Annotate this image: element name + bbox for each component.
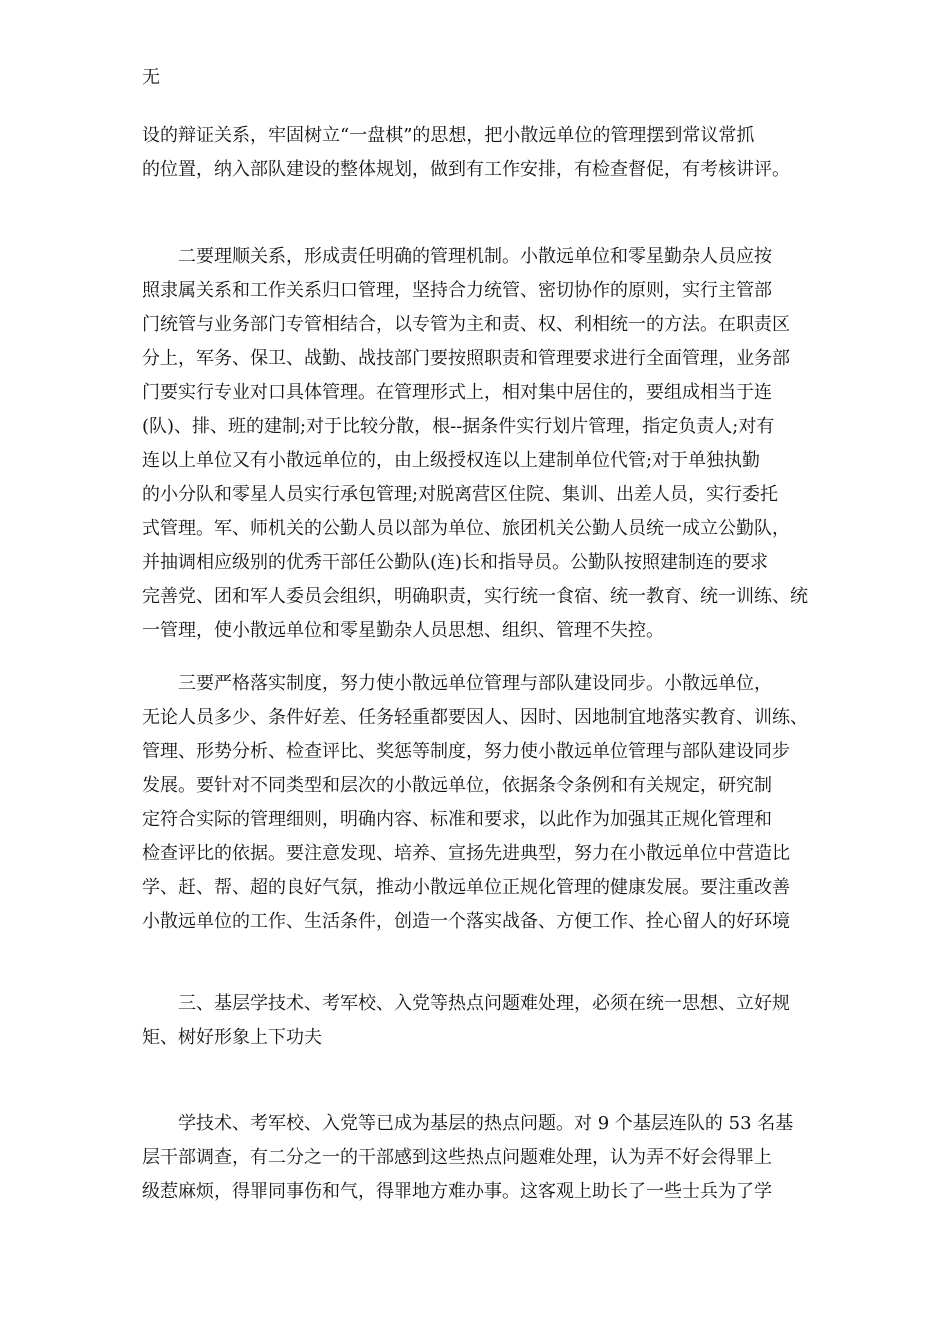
text-line: 照隶属关系和工作关系归口管理，坚持合力统管、密切协作的原则，实行主管部: [142, 280, 772, 301]
paragraph-management-mechanism: [142, 240, 812, 648]
text-line: 学、赶、帮、超的良好气氛，推动小散远单位正规化管理的健康发展。要注重改善: [142, 877, 790, 898]
text-line: 矩、树好形象上下功夫: [142, 1027, 322, 1048]
text-line: 门统管与业务部门专管相结合，以专管为主和责、权、利相统一的方法。在职责区: [142, 314, 790, 335]
text-line: 门要实行专业对口具体管理。在管理形式上，相对集中居住的，要组成相当于连: [142, 382, 772, 403]
section-heading-hot-issues: [142, 987, 812, 1055]
text-line: 管理、形势分析、检查评比、奖惩等制度，努力使小散远单位管理与部队建设同步: [142, 741, 790, 762]
text-line: 无论人员多少、条件好差、任务轻重都要因人、因时、因地制宜地落实教育、训练、: [142, 707, 808, 728]
text-line: (队)、排、班的建制;对于比较分散，根--据条件实行划片管理，指定负责人;对有: [142, 416, 775, 437]
paragraph-continuation: [142, 119, 812, 187]
text-line: 的小分队和零星人员实行承包管理;对脱离营区住院、集训、出差人员，实行委托: [142, 484, 779, 505]
text-line: 并抽调相应级别的优秀干部任公勤队(连)长和指导员。公勤队按照建制连的要求: [142, 552, 769, 573]
page-header: 无: [142, 67, 160, 88]
text-line: 级惹麻烦，得罪同事伤和气，得罪地方难办事。这客观上助长了一些士兵为了学: [142, 1181, 772, 1202]
text-line: 的位置，纳入部队建设的整体规划，做到有工作安排，有检查督促，有考核讲评。: [142, 159, 790, 180]
text-line: 三要严格落实制度，努力使小散远单位管理与部队建设同步。小散远单位，: [142, 673, 772, 694]
text-line: 设的辩证关系，牢固树立“一盘棋”的思想，把小散远单位的管理摆到常议常抓: [142, 125, 755, 146]
text-line: 层干部调查，有二分之一的干部感到这些热点问题难处理，认为弄不好会得罪上: [142, 1147, 772, 1168]
text-line: 定符合实际的管理细则，明确内容、标准和要求，以此作为加强其正规化管理和: [142, 809, 772, 830]
text-line: 一管理，使小散远单位和零星勤杂人员思想、组织、管理不失控。: [142, 620, 664, 641]
text-line: 三、基层学技术、考军校、入党等热点问题难处理，必须在统一思想、立好规: [142, 993, 790, 1014]
text-line: 分上，军务、保卫、战勤、战技部门要按照职责和管理要求进行全面管理，业务部: [142, 348, 790, 369]
text-line: 完善党、团和军人委员会组织，明确职责，实行统一食宿、统一教育、统一训练、统: [142, 586, 808, 607]
text-line: 二要理顺关系，形成责任明确的管理机制。小散远单位和零星勤杂人员应按: [142, 246, 772, 267]
paragraph-hot-issues: [142, 1107, 812, 1209]
text-line: 小散远单位的工作、生活条件，创造一个落实战备、方便工作、拴心留人的好环境: [142, 911, 790, 932]
text-line: 式管理。军、师机关的公勤人员以部为单位、旅团机关公勤人员统一成立公勤队，: [142, 518, 790, 539]
text-line: 发展。要针对不同类型和层次的小散远单位，依据条令条例和有关规定，研究制: [142, 775, 772, 796]
paragraph-implement-system: [142, 667, 812, 939]
text-line: 连以上单位又有小散远单位的，由上级授权连以上建制单位代管;对于单独执勤: [142, 450, 761, 471]
text-line: 学技术、考军校、入党等已成为基层的热点问题。对 9 个基层连队的 53 名基: [142, 1113, 794, 1134]
text-line: 检查评比的依据。要注意发现、培养、宣扬先进典型，努力在小散远单位中营造比: [142, 843, 790, 864]
